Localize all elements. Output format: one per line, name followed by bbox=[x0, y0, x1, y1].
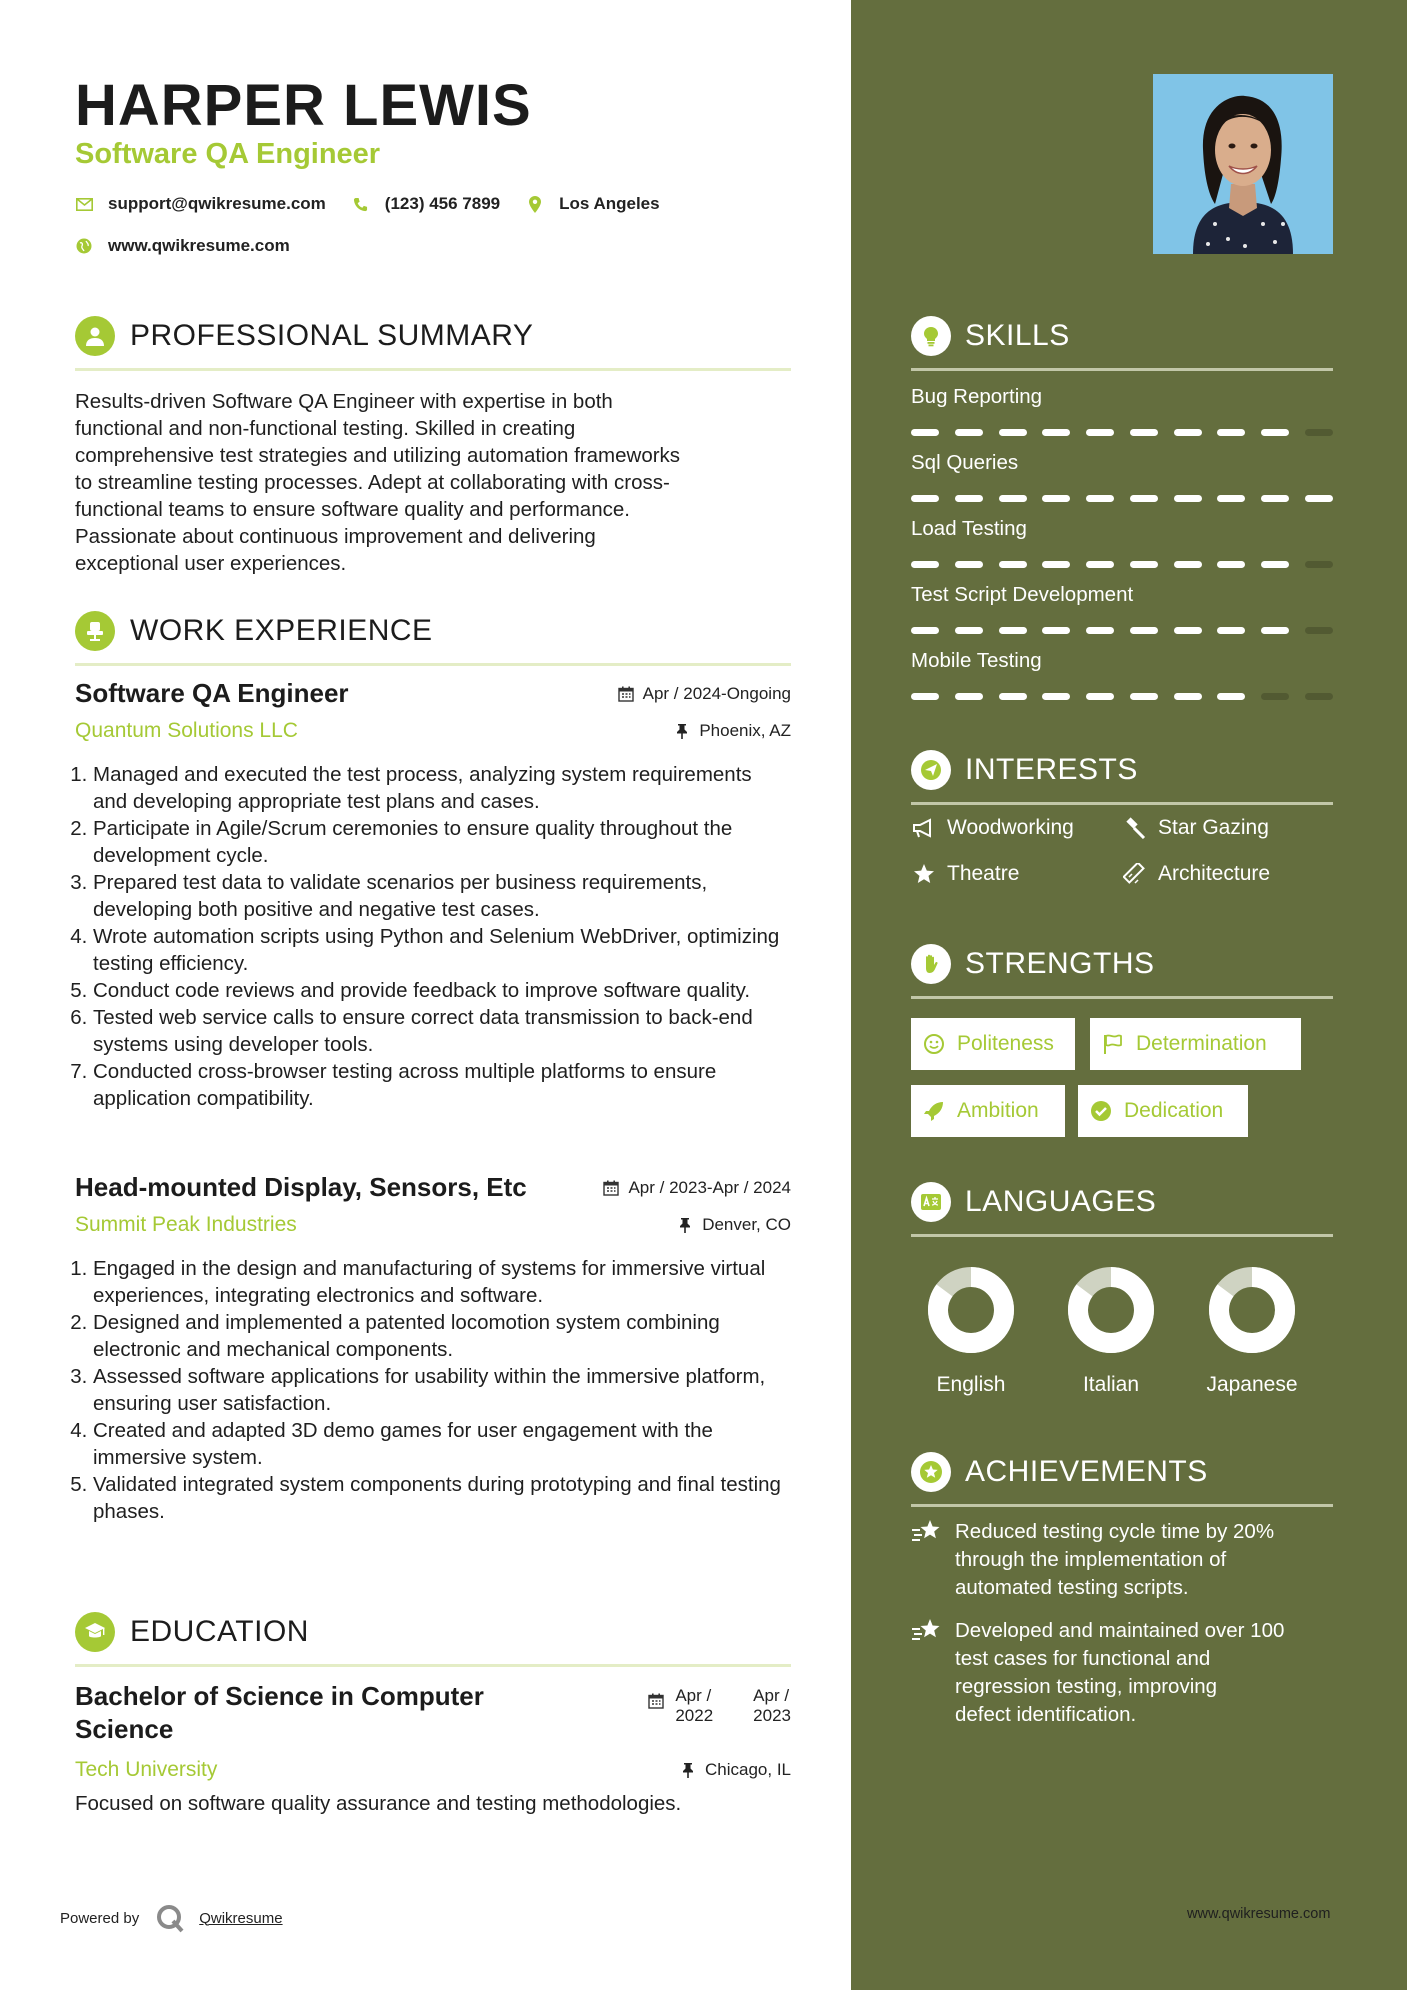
list-item: 3. Prepared test data to validate scenarios per business requirements, developing both positive and negative test cases. bbox=[93, 869, 791, 923]
skill-dash-filled bbox=[1261, 627, 1289, 634]
job-location bbox=[676, 1215, 791, 1235]
achievement-line: Reduced testing cycle time by 20% bbox=[955, 1520, 1275, 1543]
job-bullets bbox=[75, 1255, 791, 1525]
skill-dash-filled bbox=[1261, 561, 1289, 568]
language-item bbox=[1182, 1265, 1322, 1397]
job-location-text: Denver, CO bbox=[702, 1215, 791, 1234]
list-item: 3. Assessed software applications for usability within the immersive platform, ensuring user satisfaction. bbox=[93, 1363, 791, 1417]
envelope-icon bbox=[75, 195, 93, 213]
achievements-section bbox=[911, 1450, 1333, 1507]
education-date bbox=[647, 1686, 791, 1726]
graduation-icon bbox=[75, 1612, 115, 1652]
school-name: Tech University bbox=[75, 1758, 218, 1781]
date-part: 2023 bbox=[753, 1706, 791, 1725]
achievement-item bbox=[911, 1518, 1333, 1602]
skill-dash-filled bbox=[1217, 429, 1245, 436]
shooting-star-icon bbox=[911, 1617, 943, 1645]
language-item bbox=[1041, 1265, 1181, 1397]
skill-dash-filled bbox=[999, 693, 1027, 700]
skill-dash-filled bbox=[1130, 693, 1158, 700]
skill-dash-filled bbox=[1217, 495, 1245, 502]
contact-row-1 bbox=[75, 194, 686, 214]
calendar-icon bbox=[647, 1692, 665, 1710]
job-date-text: Apr / 2023-Apr / 2024 bbox=[628, 1177, 791, 1197]
skill-dash-filled bbox=[999, 495, 1027, 502]
skill-dash-filled bbox=[955, 429, 983, 436]
skill-dash-filled bbox=[1130, 429, 1158, 436]
interests-section bbox=[911, 748, 1333, 805]
calendar-icon bbox=[617, 685, 635, 703]
interest-item bbox=[911, 816, 1074, 840]
skill-item bbox=[911, 517, 1333, 568]
strength-label: Ambition bbox=[957, 1099, 1039, 1122]
flag-icon bbox=[1102, 1033, 1124, 1055]
list-item: 5. Conduct code reviews and provide feedback to improve software quality. bbox=[93, 977, 791, 1004]
summary-line: comprehensive test strategies and utilizing automation frameworks bbox=[75, 444, 681, 467]
star-badge-icon bbox=[911, 1452, 951, 1492]
summary-line: functional teams to ensure software quality and performance. bbox=[75, 498, 630, 521]
interest-item bbox=[1122, 862, 1270, 886]
achievement-text bbox=[955, 1617, 1284, 1729]
language-item bbox=[901, 1265, 1041, 1397]
skill-dash-empty bbox=[1261, 693, 1289, 700]
date-part: Apr / bbox=[753, 1686, 790, 1705]
strength-label: Politeness bbox=[957, 1032, 1054, 1055]
list-item: 5. Validated integrated system components during prototyping and final testing phases. bbox=[93, 1471, 791, 1525]
skill-dash-filled bbox=[999, 561, 1027, 568]
section-divider bbox=[75, 368, 791, 371]
date-part: 2022 bbox=[675, 1706, 714, 1725]
skill-item bbox=[911, 649, 1333, 700]
language-name: English bbox=[936, 1373, 1006, 1396]
pushpin-icon bbox=[676, 1216, 694, 1234]
skill-dash-filled bbox=[1174, 693, 1202, 700]
website-text: www.qwikresume.com bbox=[108, 236, 290, 255]
skill-item bbox=[911, 385, 1333, 436]
smile-icon bbox=[923, 1033, 945, 1055]
candidate-name: HARPER LEWIS bbox=[75, 73, 532, 138]
skill-dash-filled bbox=[1086, 561, 1114, 568]
skill-name: Load Testing bbox=[911, 517, 1027, 540]
phone-icon bbox=[352, 195, 370, 213]
strength-badge bbox=[911, 1085, 1065, 1137]
skill-item bbox=[911, 451, 1333, 502]
experience-heading: WORK EXPERIENCE bbox=[130, 614, 433, 647]
degree-line: Science bbox=[75, 1714, 174, 1744]
skill-dash-filled bbox=[1217, 627, 1245, 634]
footer-website[interactable]: www.qwikresume.com bbox=[1187, 1906, 1331, 1922]
skill-dash-filled bbox=[999, 627, 1027, 634]
pushpin-icon bbox=[679, 1761, 697, 1779]
skill-name: Sql Queries bbox=[911, 451, 1019, 474]
skill-dash-filled bbox=[1086, 429, 1114, 436]
skill-dash-filled bbox=[911, 561, 939, 568]
company-name: Summit Peak Industries bbox=[75, 1213, 297, 1236]
strength-badge bbox=[911, 1018, 1075, 1070]
skill-dash-filled bbox=[1086, 693, 1114, 700]
check-circle-icon bbox=[1090, 1100, 1112, 1122]
skill-dash-empty bbox=[1305, 693, 1333, 700]
section-divider bbox=[75, 663, 791, 666]
job-bullets bbox=[75, 761, 791, 1112]
skill-dash-filled bbox=[1130, 627, 1158, 634]
section-divider bbox=[911, 996, 1333, 999]
skill-dash-filled bbox=[1217, 693, 1245, 700]
skills-heading: SKILLS bbox=[965, 319, 1070, 352]
paper-plane-icon bbox=[911, 750, 951, 790]
achievements-heading: ACHIEVEMENTS bbox=[965, 1455, 1208, 1488]
skill-dash-empty bbox=[1305, 627, 1333, 634]
job-location-text: Phoenix, AZ bbox=[699, 721, 791, 740]
contact-phone[interactable] bbox=[352, 194, 500, 214]
achievement-line: test cases for functional and bbox=[955, 1647, 1211, 1670]
skill-dash-filled bbox=[1042, 495, 1070, 502]
contact-row-2 bbox=[75, 236, 316, 256]
list-item: 1. Managed and executed the test process, analyzing system requirements and developing appropriate test plans and cases. bbox=[93, 761, 791, 815]
profile-photo bbox=[1153, 74, 1333, 254]
gavel-icon bbox=[1122, 816, 1148, 840]
skill-dash-filled bbox=[1042, 627, 1070, 634]
skill-level-bar bbox=[911, 495, 1333, 502]
interest-label: Star Gazing bbox=[1158, 816, 1269, 839]
achievement-line: regression testing, improving bbox=[955, 1675, 1218, 1698]
powered-by-text: Powered by bbox=[60, 1909, 140, 1927]
skill-level-bar bbox=[911, 627, 1333, 634]
section-divider bbox=[911, 1504, 1333, 1507]
skill-level-bar bbox=[911, 693, 1333, 700]
education-entry bbox=[75, 1680, 791, 1817]
skill-name: Bug Reporting bbox=[911, 385, 1043, 408]
achievement-line: Developed and maintained over 100 bbox=[955, 1619, 1285, 1642]
qwikresume-link[interactable]: Qwikresume bbox=[199, 1909, 283, 1927]
language-card-icon bbox=[911, 1182, 951, 1222]
education-description: Focused on software quality assurance and testing methodologies. bbox=[75, 1792, 682, 1815]
achievement-item bbox=[911, 1617, 1333, 1729]
location-text: Los Angeles bbox=[559, 194, 660, 213]
candidate-title: Software QA Engineer bbox=[75, 138, 381, 170]
skill-dash-filled bbox=[1217, 561, 1245, 568]
skill-dash-filled bbox=[1174, 627, 1202, 634]
languages-heading: LANGUAGES bbox=[965, 1185, 1157, 1218]
language-name: Italian bbox=[1082, 1373, 1140, 1396]
phone-text: (123) 456 7899 bbox=[384, 194, 501, 213]
skill-dash-filled bbox=[955, 693, 983, 700]
skill-dash-filled bbox=[955, 495, 983, 502]
skill-dash-filled bbox=[911, 627, 939, 634]
job-entry bbox=[75, 1172, 791, 1525]
skill-dash-filled bbox=[1174, 561, 1202, 568]
skill-item bbox=[911, 583, 1333, 634]
date-part: Apr / bbox=[675, 1686, 712, 1705]
briefcase-icon bbox=[75, 611, 115, 651]
strength-label: Dedication bbox=[1124, 1099, 1224, 1122]
summary-heading: PROFESSIONAL SUMMARY bbox=[130, 319, 534, 352]
skill-dash-empty bbox=[1305, 561, 1333, 568]
skill-name: Test Script Development bbox=[911, 583, 1134, 606]
skill-dash-filled bbox=[1042, 429, 1070, 436]
company-name: Quantum Solutions LLC bbox=[75, 719, 298, 742]
education-location-text: Chicago, IL bbox=[705, 1760, 791, 1779]
degree-line: Bachelor of Science in Computer bbox=[75, 1681, 484, 1711]
section-divider bbox=[911, 1234, 1333, 1237]
strength-badge bbox=[1090, 1018, 1301, 1070]
skill-dash-filled bbox=[1261, 429, 1289, 436]
skill-level-bar bbox=[911, 429, 1333, 436]
skill-dash-filled bbox=[1042, 561, 1070, 568]
user-icon bbox=[75, 316, 115, 356]
email-text: support@qwikresume.com bbox=[108, 194, 326, 213]
language-level-ring bbox=[926, 1265, 1016, 1355]
skill-dash-filled bbox=[1086, 627, 1114, 634]
education-section bbox=[75, 1610, 791, 1667]
summary-line: exceptional user experiences. bbox=[75, 552, 347, 575]
strength-badge bbox=[1078, 1085, 1248, 1137]
contact-email[interactable] bbox=[75, 194, 326, 214]
skill-dash-filled bbox=[955, 627, 983, 634]
shooting-star-icon bbox=[911, 1518, 943, 1546]
skill-dash-filled bbox=[1042, 693, 1070, 700]
job-title: Head-mounted Display, Sensors, Etc bbox=[75, 1172, 527, 1202]
summary-line: to streamline testing processes. Adept at collaborating with cross- bbox=[75, 471, 670, 494]
interest-item bbox=[1122, 816, 1269, 840]
job-date bbox=[617, 684, 791, 704]
education-location bbox=[679, 1760, 791, 1780]
strength-label: Determination bbox=[1136, 1032, 1267, 1055]
strengths-heading: STRENGTHS bbox=[965, 947, 1155, 980]
powered-by bbox=[60, 1903, 283, 1933]
list-item: 2. Participate in Agile/Scrum ceremonies to ensure quality throughout the development cycle. bbox=[93, 815, 791, 869]
megaphone-icon bbox=[911, 816, 937, 840]
date-start bbox=[675, 1686, 713, 1726]
summary-line: Passionate about continuous improvement and delivering bbox=[75, 525, 596, 548]
list-item: 1. Engaged in the design and manufacturing of systems for immersive virtual experiences, integrating electronics and software. bbox=[93, 1255, 791, 1309]
skill-dash-filled bbox=[1305, 495, 1333, 502]
job-date bbox=[602, 1178, 791, 1198]
job-title: Software QA Engineer bbox=[75, 678, 349, 708]
achievement-line: through the implementation of bbox=[955, 1548, 1227, 1571]
languages-section bbox=[911, 1180, 1333, 1237]
skill-level-bar bbox=[911, 561, 1333, 568]
ruler-pencil-icon bbox=[1122, 862, 1148, 886]
interest-item bbox=[911, 862, 1019, 886]
job-location bbox=[673, 721, 791, 741]
skill-name: Mobile Testing bbox=[911, 649, 1042, 672]
strengths-section bbox=[911, 942, 1333, 999]
hand-icon bbox=[911, 944, 951, 984]
summary-section bbox=[75, 314, 791, 577]
language-level-ring bbox=[1066, 1265, 1156, 1355]
skill-dash-filled bbox=[955, 561, 983, 568]
skill-dash-filled bbox=[1174, 429, 1202, 436]
skills-section bbox=[911, 314, 1333, 371]
section-divider bbox=[911, 368, 1333, 371]
qwikresume-logo-icon bbox=[155, 1903, 185, 1933]
achievement-line: defect identification. bbox=[955, 1703, 1137, 1726]
summary-line: functional and non-functional testing. Skilled in creating bbox=[75, 417, 576, 440]
interest-label: Theatre bbox=[947, 862, 1020, 885]
language-name: Japanese bbox=[1206, 1373, 1298, 1396]
skill-dash-filled bbox=[999, 429, 1027, 436]
summary-text bbox=[75, 388, 791, 577]
section-divider bbox=[75, 1664, 791, 1667]
skill-dash-filled bbox=[911, 429, 939, 436]
contact-website[interactable] bbox=[75, 236, 290, 256]
interests-heading: INTERESTS bbox=[965, 753, 1138, 786]
star-icon bbox=[911, 862, 937, 886]
contact-location bbox=[526, 194, 659, 214]
skill-dash-filled bbox=[911, 693, 939, 700]
globe-icon bbox=[75, 237, 93, 255]
map-pin-icon bbox=[526, 195, 544, 213]
job-date-text: Apr / 2024-Ongoing bbox=[642, 683, 791, 703]
skill-dash-filled bbox=[1086, 495, 1114, 502]
list-item: 7. Conducted cross-browser testing across multiple platforms to ensure application compatibility. bbox=[93, 1058, 791, 1112]
achievement-text bbox=[955, 1518, 1274, 1602]
lightbulb-icon bbox=[911, 316, 951, 356]
experience-section bbox=[75, 609, 791, 666]
achievement-line: automated testing scripts. bbox=[955, 1576, 1189, 1599]
skill-dash-filled bbox=[1261, 495, 1289, 502]
education-heading: EDUCATION bbox=[130, 1615, 309, 1648]
skill-dash-filled bbox=[911, 495, 939, 502]
job-entry bbox=[75, 678, 791, 1112]
language-level-ring bbox=[1207, 1265, 1297, 1355]
interest-label: Woodworking bbox=[947, 816, 1074, 839]
degree-title bbox=[75, 1680, 484, 1746]
list-item: 4. Wrote automation scripts using Python and Selenium WebDriver, optimizing testing efficiency. bbox=[93, 923, 791, 977]
skill-dash-filled bbox=[1174, 495, 1202, 502]
list-item: 6. Tested web service calls to ensure correct data transmission to back-end systems using developer tools. bbox=[93, 1004, 791, 1058]
rocket-icon bbox=[923, 1100, 945, 1122]
summary-line: Results-driven Software QA Engineer with expertise in both bbox=[75, 390, 613, 413]
date-end bbox=[753, 1686, 791, 1726]
pushpin-icon bbox=[673, 722, 691, 740]
list-item: 4. Created and adapted 3D demo games for user engagement with the immersive system. bbox=[93, 1417, 791, 1471]
interest-label: Architecture bbox=[1158, 862, 1271, 885]
skill-dash-filled bbox=[1130, 561, 1158, 568]
list-item: 2. Designed and implemented a patented locomotion system combining electronic and mechanical components. bbox=[93, 1309, 791, 1363]
calendar-icon bbox=[602, 1179, 620, 1197]
skill-dash-empty bbox=[1305, 429, 1333, 436]
section-divider bbox=[911, 802, 1333, 805]
skill-dash-filled bbox=[1130, 495, 1158, 502]
